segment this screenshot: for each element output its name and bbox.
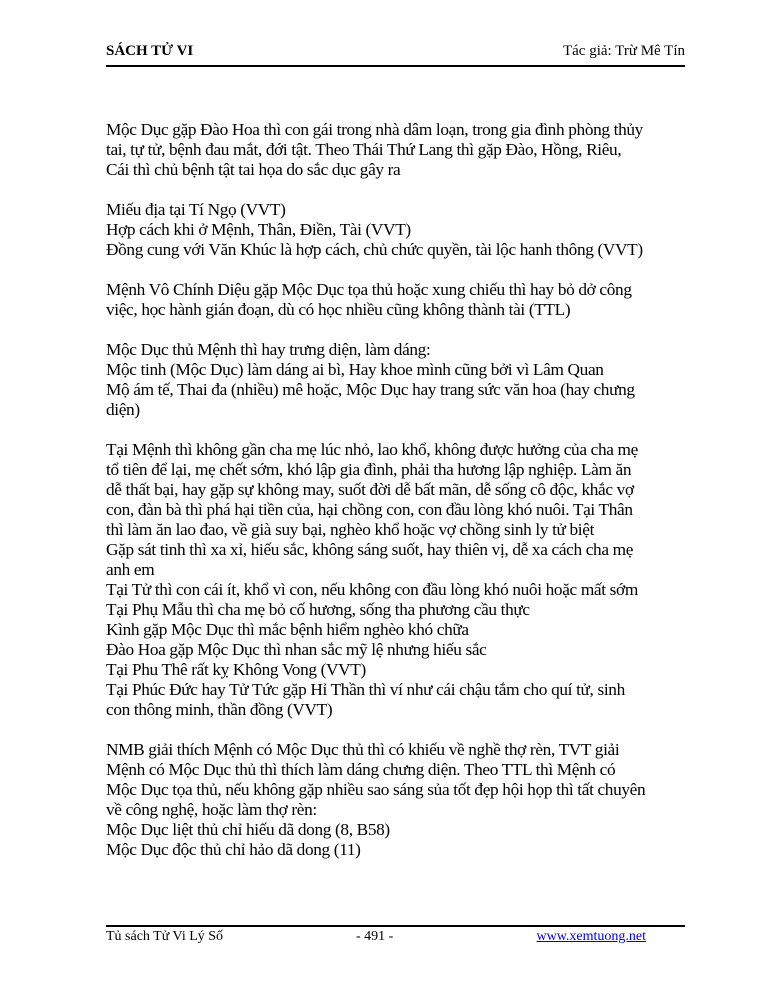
paragraph [106, 740, 691, 860]
text-line: con, đàn bà thì phá hại tiền của, hại chồng con, con đầu lòng khó nuôi. Tại Thân [106, 500, 633, 519]
text-line: Tại Phụ Mẫu thì cha mẹ bỏ cố hương, sống tha phương cầu thực [106, 600, 530, 619]
text-line: Tại Phúc Đức hay Tử Tức gặp Hỉ Thần thì ví như cái chậu tắm cho quí tử, sinh [106, 680, 625, 699]
website-link[interactable]: www.xemtuong.net [536, 929, 646, 944]
text-line: Đào Hoa gặp Mộc Dục thì nhan sắc mỹ lệ nhưng hiếu sắc [106, 640, 487, 659]
text-line: Kình gặp Mộc Dục thì mắc bệnh hiểm nghèo khó chữa [106, 620, 469, 639]
header-divider [106, 65, 685, 67]
text-line: tai, tự tử, bệnh đau mắt, đới tật. Theo Thái Thứ Lang thì gặp Đào, Hồng, Riêu, [106, 140, 622, 159]
paragraph [106, 440, 691, 720]
text-line: anh em [106, 560, 155, 579]
page-header [106, 43, 685, 60]
paragraph [106, 340, 691, 420]
text-line: dễ thất bại, hay gặp sự không may, suốt đời dễ bất mãn, dễ sống cô độc, khắc vợ [106, 480, 634, 499]
text-line: Mộc Dục liệt thủ chỉ hiếu dã dong (8, B58) [106, 820, 390, 839]
text-line: Mộc tinh (Mộc Dục) làm dáng ai bì, Hay khoe mình cũng bởi vì Lâm Quan [106, 360, 604, 379]
book-title: SÁCH TỬ VI [106, 43, 194, 59]
text-line: Mộc Dục tọa thủ, nếu không gặp nhiều sao sáng sủa tốt đẹp hội họp thì tất chuyên [106, 780, 646, 799]
text-line: Tại Phu Thê rất kỵ Không Vong (VVT) [106, 660, 366, 679]
text-line: NMB giải thích Mệnh có Mộc Dục thủ thì có khiếu về nghề thợ rèn, TVT giải [106, 740, 620, 759]
text-line: Mộ ám tế, Thai đa (nhiều) mê hoặc, Mộc Dục hay trang sức văn hoa (hay chưng [106, 380, 635, 399]
text-line: tổ tiên để lại, mẹ chết sớm, khó lập gia đình, phải tha hương lập nghiệp. Làm ăn [106, 460, 632, 479]
text-line: Mệnh có Mộc Dục thủ thì thích làm dáng chưng diện. Theo TTL thì Mệnh có [106, 760, 616, 779]
text-line: Đồng cung với Văn Khúc là hợp cách, chủ chức quyền, tài lộc hanh thông (VVT) [106, 240, 643, 259]
paragraph [106, 280, 691, 320]
book-series: Tủ sách Tử Vi Lý Số [106, 929, 224, 944]
text-line: Gặp sát tinh thì xa xỉ, hiếu sắc, không sáng suốt, hay thiên vị, dễ xa cách cha mẹ [106, 540, 634, 559]
text-line: Tại Tử thì con cái ít, khổ vì con, nếu không con đầu lòng khó nuôi hoặc mất sớm [106, 580, 638, 599]
text-line: con thông minh, thần đồng (VVT) [106, 700, 333, 719]
text-line: Mộc Dục thủ Mệnh thì hay trưng diện, làm dáng: [106, 340, 431, 359]
text-line: Mệnh Vô Chính Diệu gặp Mộc Dục tọa thủ hoặc xung chiếu thì hay bỏ dở công [106, 280, 632, 299]
text-line: Miếu địa tại Tí Ngọ (VVT) [106, 200, 286, 219]
document-body [106, 120, 691, 880]
text-line: về công nghệ, hoặc làm thợ rèn: [106, 800, 317, 819]
paragraph [106, 200, 691, 260]
text-line: diện) [106, 400, 140, 419]
text-line: Cái thì chủ bệnh tật tai họa do sắc dục gây ra [106, 160, 401, 179]
text-line: việc, học hành gián đoạn, dù có học nhiều cũng không thành tài (TTL) [106, 300, 571, 319]
text-line: Mộc Dục độc thủ chỉ hảo dã dong (11) [106, 840, 361, 859]
author-name: Tác giả: Trừ Mê Tín [562, 43, 685, 59]
text-line: Mộc Dục gặp Đào Hoa thì con gái trong nhà dâm loạn, trong gia đình phòng thủy [106, 120, 643, 139]
page-number: - 491 - [356, 929, 394, 944]
text-line: Hợp cách khi ở Mệnh, Thân, Điền, Tài (VVT) [106, 220, 411, 239]
paragraph [106, 120, 691, 180]
text-line: thì làm ăn lao đao, về già suy bại, nghèo khổ hoặc vợ chồng sinh ly tử biệt [106, 520, 595, 539]
text-line: Tại Mệnh thì không gần cha mẹ lúc nhỏ, lao khổ, không được hưởng của cha mẹ [106, 440, 638, 459]
footer-divider [106, 925, 685, 927]
